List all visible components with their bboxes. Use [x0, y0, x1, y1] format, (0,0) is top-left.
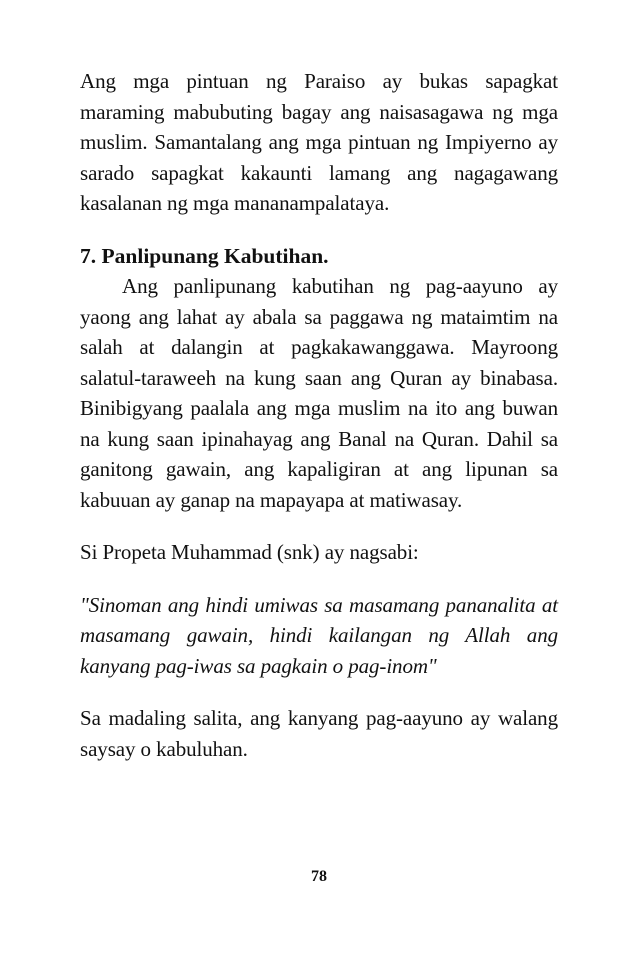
- paragraph-prophet-said: Si Propeta Muhammad (snk) ay nagsabi:: [80, 540, 419, 564]
- hadith-quote: "Sinoman ang hindi umiwas sa masamang pananalita at masamang gawain, hindi kailangan ng Allah ang kanyang pag-iwas sa pagkain o pag-inom": [80, 592, 558, 678]
- page-body: [80, 66, 558, 764]
- paragraph-paradise-gates: Ang mga pintuan ng Paraiso ay bukas sapagkat maraming mabubuting bagay ang naisasagawa ng mga muslim. Samantalang ang mga pintuan ng Impiyerno ay sarado sapagkat kakaunti lamang ang nagagawang kasalanan ng mga mananampalataya.: [80, 69, 558, 215]
- paragraph-social-benefit: Ang panlipunang kabutihan ng pag-aayuno ay yaong ang lahat ay abala sa paggawa ng mataimtim na salah at dalangin at pagkakawanggawa. Mayroong salatul-taraweeh na kung saan ang Quran ay binabasa. Binibigyang paalala ang mga muslim na ito ang buwan na kung saan ipinahayag ang Banal na Quran. Dahil sa ganitong gawain, ang kapaligiran at ang lipunan sa kabuuan ay ganap na mapayapa at matiwasay.: [80, 274, 558, 512]
- page-number: 78: [311, 868, 327, 885]
- paragraph-conclusion: Sa madaling salita, ang kanyang pag-aayuno ay walang saysay o kabuluhan.: [80, 706, 558, 761]
- section-heading-social-benefit: 7. Panlipunang Kabutihan.: [80, 243, 329, 268]
